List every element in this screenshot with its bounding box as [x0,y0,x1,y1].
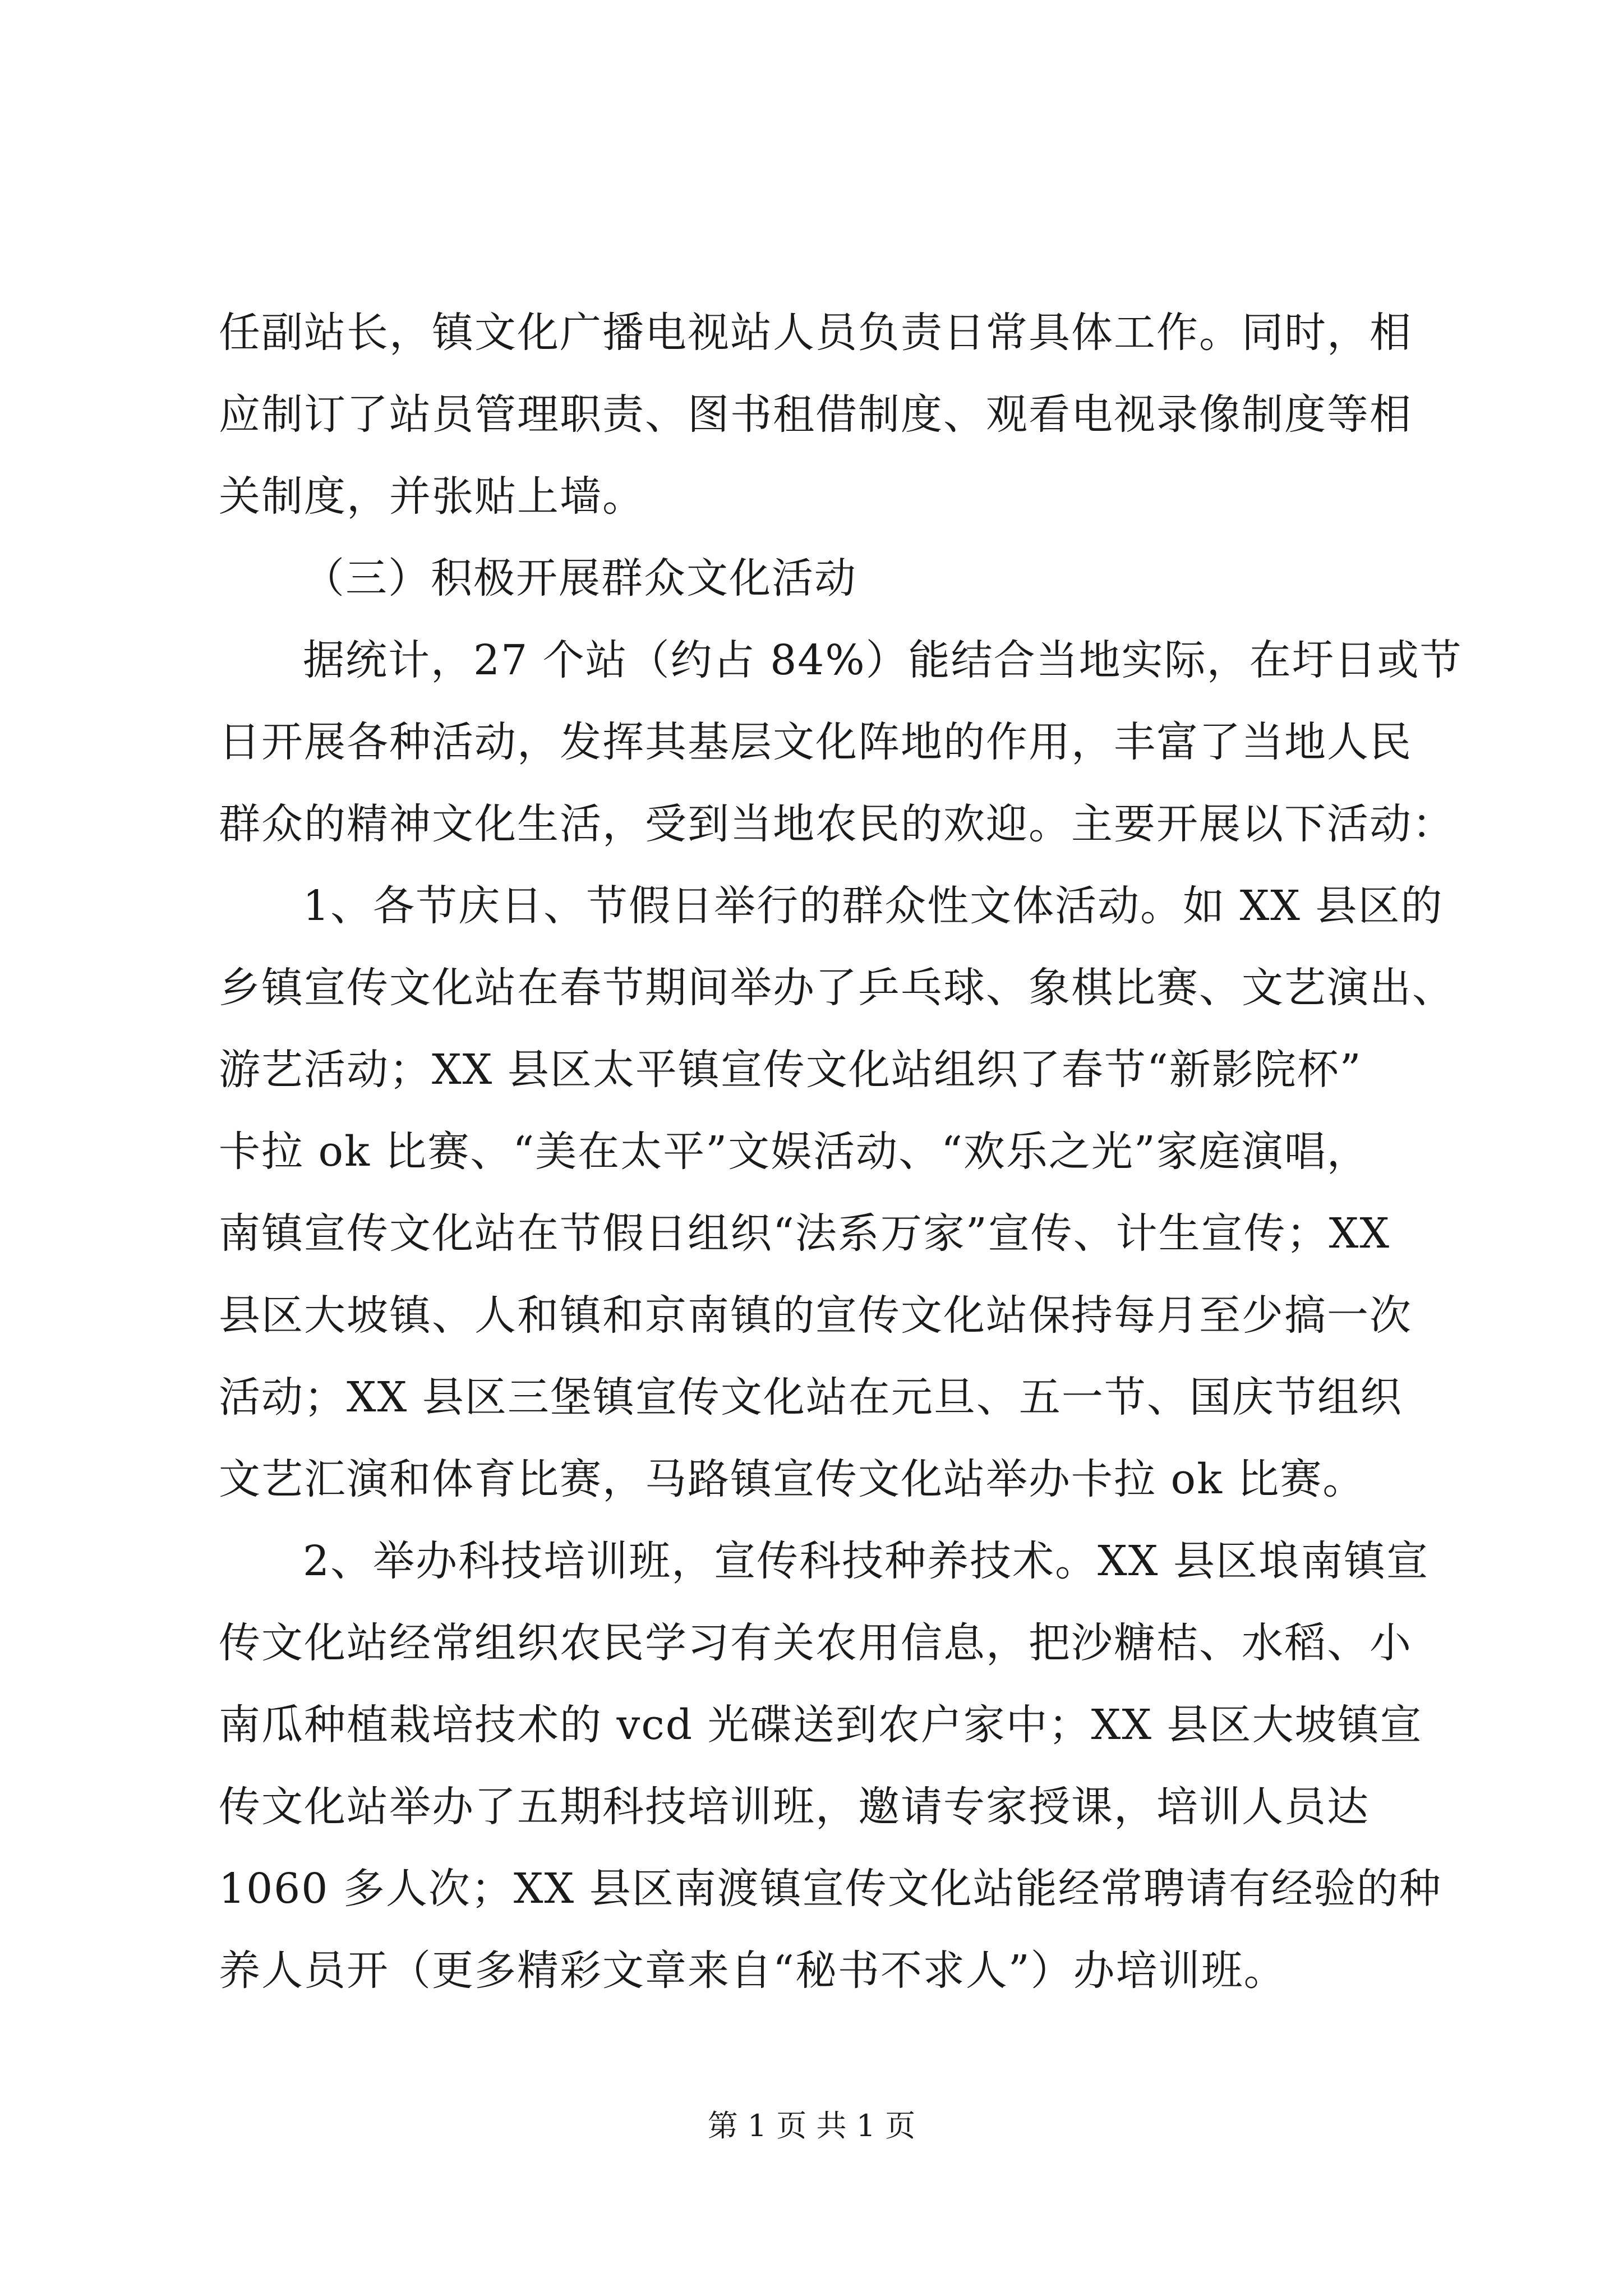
section-heading: （三）积极开展群众文化活动 [303,554,857,602]
body-text-line: 传文化站举办了五期科技培训班，邀请专家授课，培训人员达 [219,1783,1370,1831]
body-text-line: 县区大坡镇、人和镇和京南镇的宣传文化站保持每月至少搞一次 [219,1291,1412,1340]
body-text-line: 南瓜种植栽培技术的 vcd 光碟送到农户家中；XX 县区大坡镇宣 [219,1701,1423,1749]
body-text-line: 游艺活动；XX 县区太平镇宣传文化站组织了春节“新影院杯” [219,1046,1362,1094]
body-text-line: 乡镇宣传文化站在春节期间举办了乒乓球、象棋比赛、文艺演出、 [219,964,1455,1012]
paragraph-first-line: 1、各节庆日、节假日举行的群众性文体活动。如 XX 县区的 [303,882,1444,930]
body-text-line: 关制度，并张贴上墙。 [219,472,645,521]
body-text-line: 日开展各种活动，发挥其基层文化阵地的作用，丰富了当地人民 [219,718,1412,766]
body-text-line: 南镇宣传文化站在节假日组织“法系万家”宣传、计生宣传；XX [219,1209,1391,1258]
body-text-line: 任副站长，镇文化广播电视站人员负责日常具体工作。同时，相 [219,309,1412,357]
body-text-line: 群众的精神文化生活，受到当地农民的欢迎。主要开展以下活动： [219,800,1455,848]
page-number-label: 第 1 页 共 1 页 [707,2108,916,2143]
body-text-line: 传文化站经常组织农民学习有关农用信息，把沙糖桔、水稻、小 [219,1619,1412,1667]
body-text-line: 1060 多人次；XX 县区南渡镇宣传文化站能经常聘请有经验的种 [219,1865,1442,1913]
body-text-line: 养人员开（更多精彩文章来自“秘书不求人”）办培训班。 [219,1947,1287,1995]
page-footer [0,2106,1623,2146]
body-text-line: 应制订了站员管理职责、图书租借制度、观看电视录像制度等相 [219,390,1412,439]
body-text-line: 活动；XX 县区三堡镇宣传文化站在元旦、五一节、国庆节组织 [219,1373,1403,1421]
body-text-line: 文艺汇演和体育比赛，马路镇宣传文化站举办卡拉 ok 比赛。 [219,1455,1366,1503]
body-text-line: 卡拉 ok 比赛、“美在太平”文娱活动、“欢乐之光”家庭演唱， [219,1128,1370,1176]
document-body [219,292,1463,2012]
paragraph-first-line: 据统计，27 个站（约占 84%）能结合当地实际，在圩日或节 [303,636,1463,684]
paragraph-first-line: 2、举办科技培训班，宣传科技种养技术。XX 县区埌南镇宣 [303,1537,1429,1585]
